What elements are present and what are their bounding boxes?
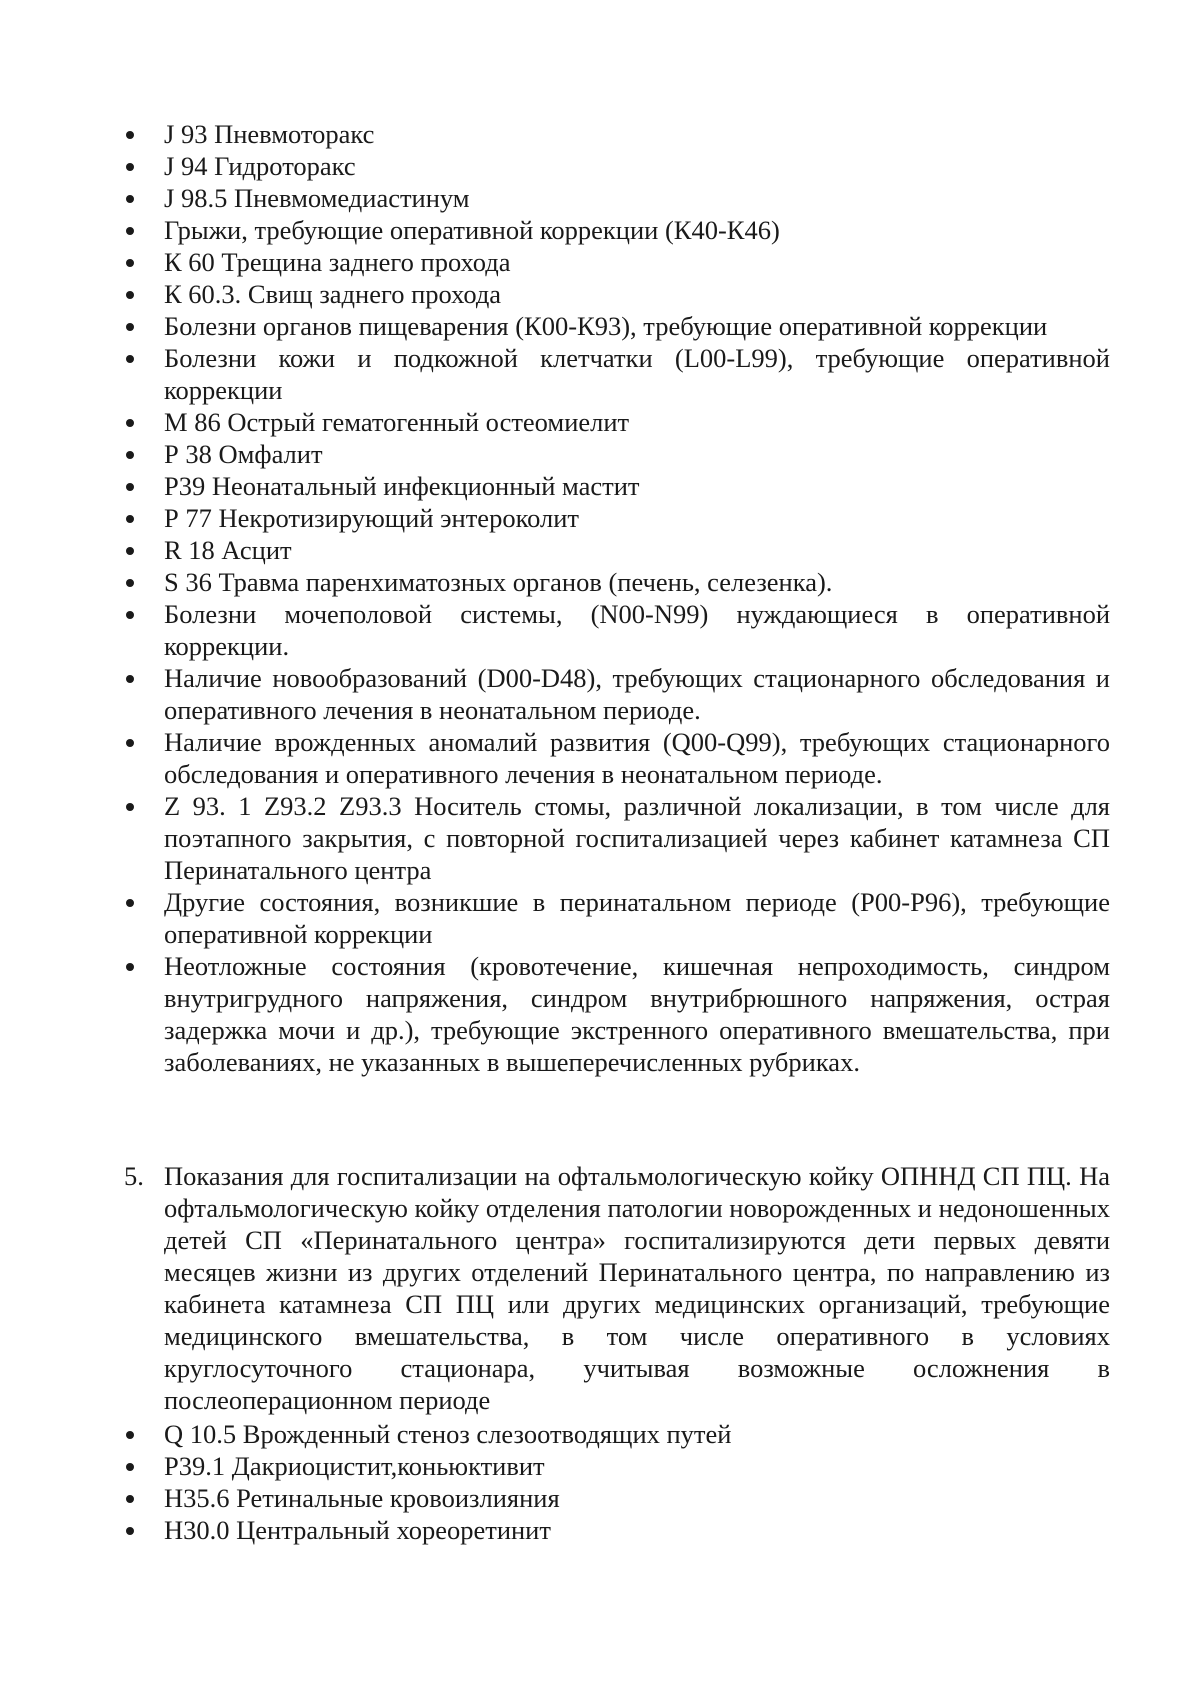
bullet-icon: [126, 611, 134, 619]
list-item: [124, 950, 1110, 1078]
bullet-icon: [126, 675, 134, 683]
diagnosis-list-surgical: [124, 118, 1110, 1078]
list-item: [124, 1450, 1110, 1482]
bullet-icon: [126, 483, 134, 491]
list-item: [124, 1514, 1110, 1546]
list-item-text: Q 10.5 Врожденный стеноз слезоотводящих путей: [164, 1419, 732, 1449]
list-item: [124, 598, 1110, 662]
list-item-text: К 60.3. Свищ заднего прохода: [164, 279, 502, 309]
list-item: [124, 310, 1110, 342]
list-item-text: Неотложные состояния (кровотечение, кишечная непроходимость, синдром внутригрудного напряжения, синдром внутрибрюшного напряжения, острая задержка мочи и др.), требующие экстренного оперативного вмешательства, при заболеваниях, не указанных в вышеперечисленных рубриках.: [164, 951, 1110, 1077]
bullet-icon: [126, 355, 134, 363]
list-item-text: Н35.6 Ретинальные кровоизлияния: [164, 1483, 560, 1513]
list-item: [124, 502, 1110, 534]
list-item-text: Другие состояния, возникшие в перинатальном периоде (Р00-Р96), требующие оперативной коррекции: [164, 887, 1110, 949]
bullet-icon: [126, 739, 134, 747]
list-item: [124, 662, 1110, 726]
list-item: [124, 566, 1110, 598]
bullet-icon: [126, 515, 134, 523]
list-item: [124, 470, 1110, 502]
list-item-text: J 93 Пневмоторакс: [164, 119, 375, 149]
bullet-icon: [126, 163, 134, 171]
section-ophthalmology: [124, 1160, 1110, 1416]
list-item-text: Р39 Неонатальный инфекционный мастит: [164, 471, 640, 501]
list-item: [124, 342, 1110, 406]
bullet-icon: [126, 227, 134, 235]
list-item-text: R 18 Асцит: [164, 535, 292, 565]
bullet-icon: [126, 323, 134, 331]
bullet-icon: [126, 803, 134, 811]
bullet-icon: [126, 1463, 134, 1471]
bullet-icon: [126, 259, 134, 267]
list-item-text: Болезни мочеполовой системы, (N00-N99) нуждающиеся в оперативной коррекции.: [164, 599, 1110, 661]
list-item-text: К 60 Трещина заднего прохода: [164, 247, 511, 277]
list-item: [124, 182, 1110, 214]
bullet-icon: [126, 1527, 134, 1535]
list-item: [124, 790, 1110, 886]
list-item-text: Наличие врожденных аномалий развития (Q00-Q99), требующих стационарного обследования и оперативного лечения в неонатальном периоде.: [164, 727, 1110, 789]
list-item-text: J 94 Гидроторакс: [164, 151, 356, 181]
list-item-text: Болезни органов пищеварения (К00-К93), требующие оперативной коррекции: [164, 311, 1048, 341]
bullet-icon: [126, 419, 134, 427]
list-item: [124, 406, 1110, 438]
list-item: [124, 1482, 1110, 1514]
list-item-text: Р 77 Некротизирующий энтероколит: [164, 503, 579, 533]
section-text: Показания для госпитализации на офтальмологическую койку ОПННД СП ПЦ. На офтальмологическую койку отделения патологии новорожденных и недоношенных детей СП «Перинатального центра» госпитализируются дети первых девяти месяцев жизни из других отделений Перинатального центра, по направлению из кабинета катамнеза СП ПЦ или других медицинских организаций, требующие медицинского вмешательства, в том числе оперативного в условиях круглосуточного стационара, учитывая возможные осложнения в послеоперационном периоде: [164, 1161, 1110, 1415]
bullet-icon: [126, 963, 134, 971]
list-item-text: Грыжи, требующие оперативной коррекции (К40-К46): [164, 215, 780, 245]
list-item: [124, 246, 1110, 278]
list-item: [124, 1418, 1110, 1450]
bullet-icon: [126, 195, 134, 203]
bullet-icon: [126, 1495, 134, 1503]
bullet-icon: [126, 451, 134, 459]
list-item-text: S 36 Травма паренхиматозных органов (печень, селезенка).: [164, 567, 833, 597]
bullet-icon: [126, 579, 134, 587]
list-item: [124, 118, 1110, 150]
bullet-icon: [126, 1431, 134, 1439]
section-number: 5.: [124, 1161, 144, 1191]
bullet-icon: [126, 131, 134, 139]
list-item-text: Н30.0 Центральный хореоретинит: [164, 1515, 551, 1545]
bullet-icon: [126, 291, 134, 299]
list-item-text: М 86 Острый гематогенный остеомиелит: [164, 407, 630, 437]
bullet-icon: [126, 899, 134, 907]
list-item-text: Наличие новообразований (D00-D48), требующих стационарного обследования и оперативного лечения в неонатальном периоде.: [164, 663, 1110, 725]
list-item-text: Болезни кожи и подкожной клетчатки (L00-L99), требующие оперативной коррекции: [164, 343, 1110, 405]
bullet-icon: [126, 547, 134, 555]
list-item: [124, 278, 1110, 310]
list-item: [124, 150, 1110, 182]
list-item-text: Z 93. 1 Z93.2 Z93.3 Носитель стомы, различной локализации, в том числе для поэтапного закрытия, с повторной госпитализацией через кабинет катамнеза СП Перинатального центра: [164, 791, 1110, 885]
list-item: [124, 726, 1110, 790]
list-item-text: J 98.5 Пневмомедиастинум: [164, 183, 470, 213]
list-item: [124, 534, 1110, 566]
list-item-text: Р39.1 Дакриоцистит,коньюктивит: [164, 1451, 545, 1481]
diagnosis-list-ophthalmology: [124, 1418, 1110, 1546]
list-item: [124, 214, 1110, 246]
list-item: [124, 886, 1110, 950]
list-item: [124, 438, 1110, 470]
list-item-text: Р 38 Омфалит: [164, 439, 323, 469]
